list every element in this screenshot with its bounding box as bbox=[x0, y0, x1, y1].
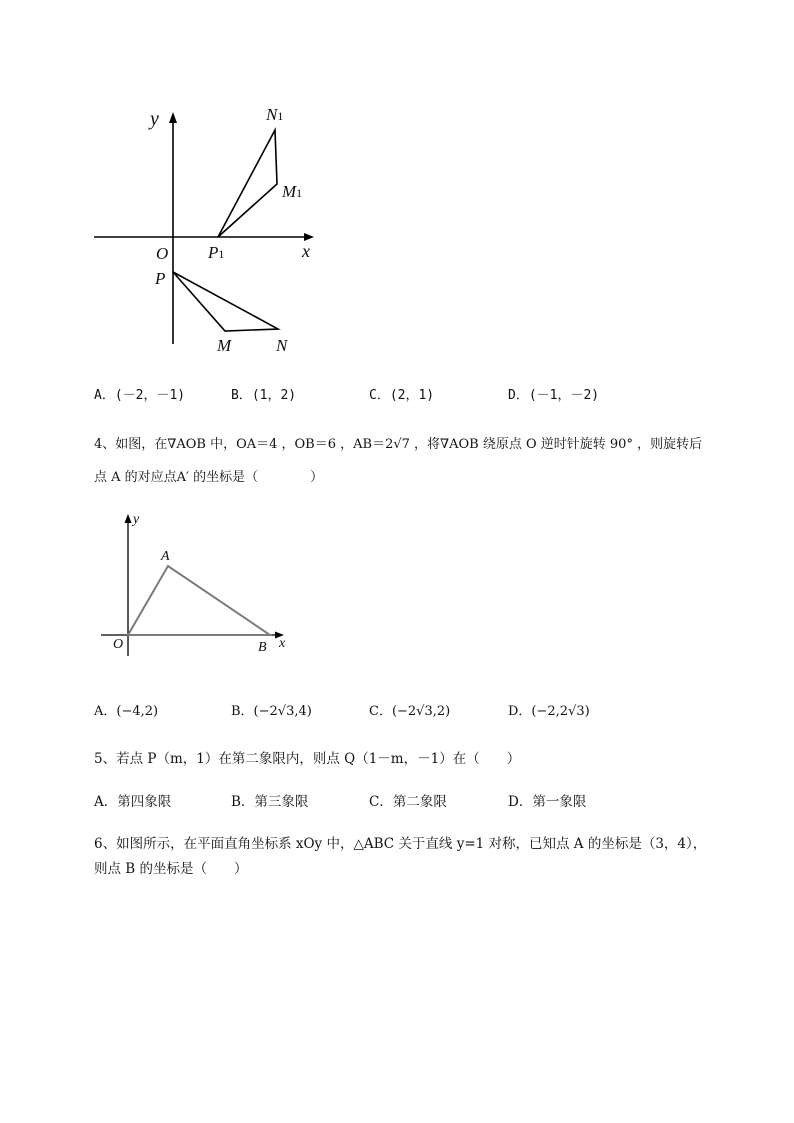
point-m1-label: M1 bbox=[282, 182, 303, 201]
q4-option-d[interactable]: D．(−2,2√3) bbox=[508, 704, 590, 719]
q4-stem-line-1: 4、如图，在∇AOB 中，OA＝4 ，OB＝6 ，AB＝2√7 ，将∇AOB 绕原点 O 逆时针旋转 90° ，则旋转后 bbox=[94, 437, 703, 452]
fig2-x-label: x bbox=[279, 636, 286, 651]
q5-option-d[interactable]: D．第一象限 bbox=[508, 794, 587, 810]
point-p-label: P bbox=[155, 269, 166, 288]
point-n-label: N bbox=[276, 336, 288, 355]
point-p1-label: P1 bbox=[208, 243, 225, 262]
q5-option-a[interactable]: A．第四象限 bbox=[94, 794, 172, 810]
fig2-y-arrow-icon bbox=[125, 514, 132, 523]
point-a-label: A bbox=[161, 549, 170, 564]
fig2-origin-label: O bbox=[113, 637, 124, 652]
y-axis-label: y bbox=[150, 108, 159, 130]
point-n1-label: N1 bbox=[266, 105, 284, 124]
q4-option-b[interactable]: B．(−2√3,4) bbox=[231, 704, 312, 719]
fig2-y-label: y bbox=[133, 512, 140, 527]
origin-label: O bbox=[156, 244, 169, 263]
q4-option-c[interactable]: C．(−2√3,2) bbox=[369, 704, 451, 719]
q6-stem-line-1: 6、如图所示，在平面直角坐标系 xOy 中，△ABC 关于直线 y=1 对称，已知点 A 的坐标是（3，4）， bbox=[94, 836, 707, 852]
q5-option-c[interactable]: C．第二象限 bbox=[369, 794, 447, 810]
q5-option-b[interactable]: B．第三象限 bbox=[231, 794, 309, 810]
x-axis-label: x bbox=[302, 241, 310, 261]
q3-option-a[interactable]: A．(－2，－1) bbox=[94, 388, 186, 403]
q3-option-b[interactable]: B．(1，2) bbox=[231, 388, 297, 403]
point-b-label: B bbox=[258, 640, 267, 655]
point-m-label: M bbox=[217, 336, 232, 355]
q3-option-d[interactable]: D．(－1，－2) bbox=[508, 388, 600, 403]
triangle-aob bbox=[128, 566, 270, 635]
q4-stem-line-2: 点 A 的对应点A′ 的坐标是（ ） bbox=[94, 470, 324, 485]
q3-option-c[interactable]: C．(2，1) bbox=[369, 388, 435, 403]
q5-stem: 5、若点 P（m，1）在第二象限内，则点 Q（1－m，－1）在（ ） bbox=[94, 751, 521, 767]
q4-option-a[interactable]: A．(−4,2) bbox=[94, 704, 159, 719]
q6-stem-line-2: 则点 B 的坐标是（ ） bbox=[94, 861, 248, 877]
